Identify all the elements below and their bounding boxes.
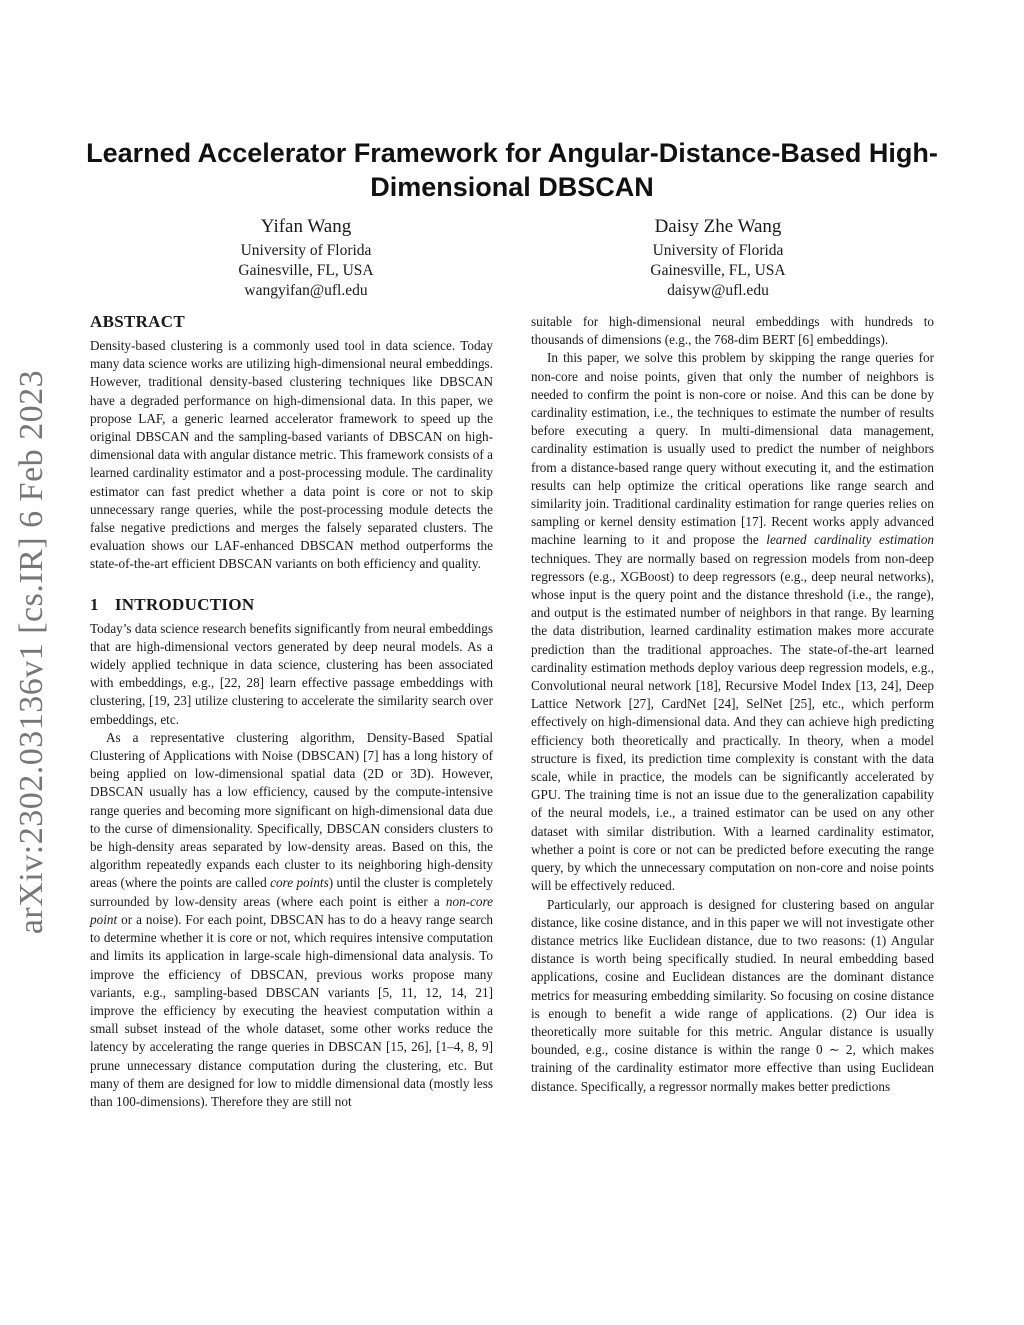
intro-paragraph-2-continued: suitable for high-dimensional neural embeddings with hundreds to thousands of dimensions (e.g., the 768-dim BERT [6] embeddings).: [531, 314, 934, 348]
section-title: INTRODUCTION: [114, 594, 255, 614]
paragraph-text: As a representative clustering algorithm, Density-Based Spatial Clustering of Applications with Noise (DBSCAN) [7] has a long history of being applied on low-dimensional spatial data (2D or 3D). However, DBSCAN usually has a low efficiency, caused by the compute-intensive range queries and becoming more significant on high-dimensional data due to the curse of dimensionality. Specifically, DBSCAN considers clusters to be high-density areas separated by low-density areas. Based on this, the algorithm repeatedly expands each cluster to its neighboring high-density areas (where the points are called: [90, 729, 493, 891]
emphasis-non-core-point: non-core point: [90, 893, 493, 927]
paragraph-text: In this paper, we solve this problem by skipping the range queries for non-core and noise points, given that only the number of neighbors is needed to confirm the point is non-core or noise. And this can be done by cardinality estimation, i.e., the techniques to estimate the number of results before executing a query. In multi-dimensional data management, cardinality estimation is usually used to predict the number of neighbors from a distance-based range query without executing it, and the estimation results can help optimize the critical operations like range search and similarity join. Traditional cardinality estimation for range queries relies on sampling or kernel density estimation [17]. Recent works apply advanced machine learning to it and propose the: [531, 350, 934, 548]
section-number: 1: [90, 594, 99, 614]
arxiv-identifier-text: arXiv:2302.03136v1 [cs.IR] 6 Feb 2023: [13, 369, 51, 935]
abstract-text: Density-based clustering is a commonly used tool in data science. Today many data science works are utilizing high-dimensional neural embeddings. However, traditional density-based clustering techniques like DBSCAN have a degraded performance on high-dimensional data. In this paper, we propose LAF, a generic learned accelerator framework to speed up the original DBSCAN and the sampling-based variants of DBSCAN on high-dimensional data with angular distance metric. This framework consists of a learned cardinality estimator and a post-processing module. The cardinality estimator can fast predict whether a data point is core or not to skip unnecessary range queries, while the post-processing module detects the false negative predictions and merges the falsely separated clusters. The evaluation shows our LAF-enhanced DBSCAN method outperforms the state-of-the-art efficient DBSCAN variants on both efficiency and quality.: [90, 338, 493, 572]
introduction-heading: [90, 594, 493, 616]
author-block-1: [206, 215, 406, 301]
author-block-2: [618, 215, 818, 301]
author-affiliation: University of Florida: [240, 242, 372, 259]
abstract-heading: ABSTRACT: [90, 312, 185, 331]
paper-title: Learned Accelerator Framework for Angular-Distance-Based High-Dimensional DBSCAN: [86, 138, 938, 202]
paragraph-text: or a noise). For each point, DBSCAN has to do a heavy range search to determine whether it is core or not, which requires intensive computation and limits its application in large-scale high-dimensional data analysis. To improve the efficiency of DBSCAN, previous works propose many variants, e.g., sampling-based DBSCAN variants [5, 11, 12, 14, 21] improve the efficiency by executing the heaviest computation within a small subset instead of the whole dataset, some other works reduce the latency by accelerating the range queries in DBSCAN [15, 26], [1–4, 8, 9] prune unnecessary distance computation during the clustering, etc. But many of them are designed for low to middle dimensional data (mostly less than 100-dimensions). Therefore they are still not: [90, 911, 493, 1109]
author-location: Gainesville, FL, USA: [238, 262, 374, 279]
author-name: Daisy Zhe Wang: [654, 216, 782, 237]
emphasis-core-points: core points: [270, 875, 329, 891]
author-affiliation: University of Florida: [652, 242, 784, 259]
author-location: Gainesville, FL, USA: [650, 262, 786, 279]
intro-paragraph-1: Today’s data science research benefits significantly from neural embeddings that are high-dimensional vectors generated by deep neural models. As a widely applied technique in data science, clustering has been associated with embeddings, e.g., [22, 28] learn effective passage embeddings with clustering, [19, 23] utilize clustering to accelerate the similarity search over embeddings, etc.: [90, 620, 493, 727]
author-email: wangyifan@ufl.edu: [244, 282, 368, 299]
paragraph-text: techniques. They are normally based on regression models from non-deep regressors (e.g., XGBoost) to deep regressors (e.g., deep neural networks), whose input is the query point and the distance threshold (i.e., the range), and output is the estimated number of neighbors in that range. By learning the data distribution, learned cardinality estimation makes more accurate prediction than the traditional approaches. The state-of-the-art learned cardinality estimation methods deploy various deep regression models, e.g., Convolutional neural network [18], Recursive Model Index [13, 24], Deep Lattice Network [27], CardNet [24], SelNet [25], etc., which perform effectively on high-dimensional data. And they can achieve high predicting efficiency both theoretically and practically. In theory, when a model structure is fixed, its prediction time complexity is constant with the data scale, while in practice, the models can be significantly accelerated by GPU. The training time is not an issue due to the generalization capability of the neural models, i.e., a trained estimator can be used on any other dataset with similar distribution. With a learned cardinality estimator, whether a point is core or not can be predicted before executing the range query, by which the unnecessary computation on non-core and noise points will be effectively reduced.: [531, 550, 934, 894]
right-column: [531, 313, 934, 1096]
paragraph-text: ) until the cluster is completely surrounded by low-density areas (where each point is either a: [90, 875, 494, 909]
intro-paragraph-4: Particularly, our approach is designed for clustering based on angular distance, like cosine distance, and in this paper we will not investigate other distance metrics like Euclidean distance, due to two reasons: (1) Angular distance is worth being specifically studied. In neural embedding based applications, cosine and Euclidean distances are the dominant distance metrics for measuring embedding similarity. So focusing on cosine distance is enough to benefit a wide range of applications. (2) Our idea is theoretically more suitable for this metric. Angular distance is usually bounded, e.g., cosine distance is within the range 0 ∼ 2, which makes training of the cardinality estimator more effective than using Euclidean distance. Specifically, a regressor normally makes better predictions: [531, 896, 934, 1094]
intro-paragraph-3: [531, 349, 934, 895]
left-column: [90, 311, 493, 1111]
intro-paragraph-2: [90, 729, 493, 1111]
emphasis-learned-cardinality: learned cardinality estimation: [766, 532, 935, 548]
author-email: daisyw@ufl.edu: [667, 282, 769, 299]
author-name: Yifan Wang: [260, 216, 352, 237]
arxiv-identifier: [6, 369, 58, 935]
